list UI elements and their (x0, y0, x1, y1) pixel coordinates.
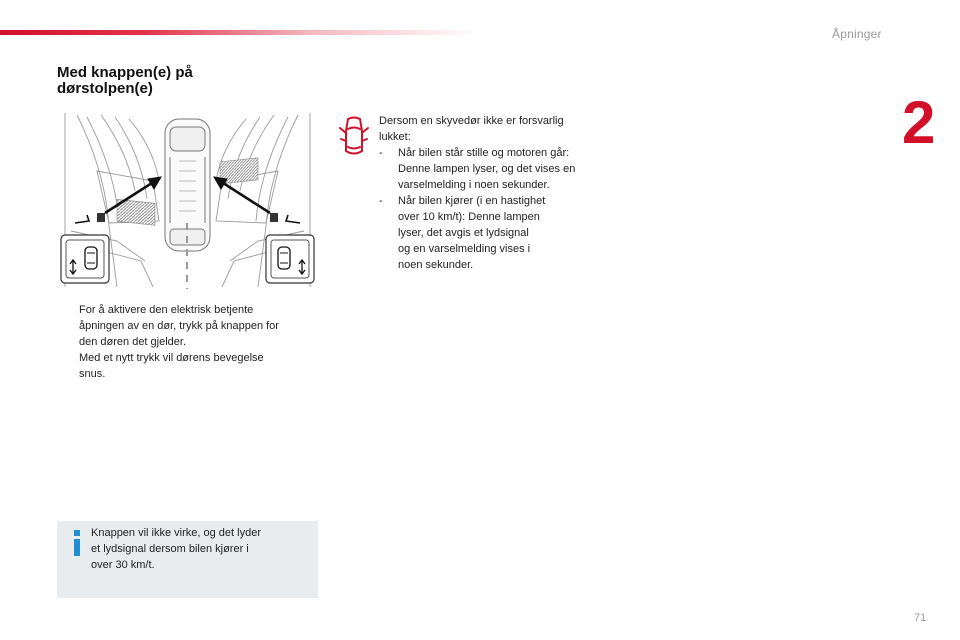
warning-line: over 10 km/t): Denne lampen (398, 211, 540, 223)
dash-marker: - (379, 147, 383, 159)
warning-intro-line: Dersom en skyvedør ikke er forsvarlig (379, 115, 564, 127)
warning-line: varselmelding i noen sekunder. (398, 179, 550, 191)
section-heading (57, 65, 307, 97)
open-door-warning-lamp-icon (338, 115, 370, 159)
info-text (91, 525, 261, 573)
chapter-number: 2 (902, 89, 936, 156)
instruction-line: For å aktivere den elektrisk betjente (79, 304, 254, 316)
instruction-list (58, 302, 320, 382)
instruction-line: Med et nytt trykk vil dørens bevegelse (79, 352, 264, 364)
instruction-item (58, 302, 320, 350)
instruction-line: den døren det gjelder. (79, 336, 187, 348)
warning-item (379, 193, 619, 273)
info-box (57, 521, 318, 598)
instruction-line: snus. (79, 368, 106, 380)
warning-line: Denne lampen lyser, og det vises en (398, 163, 576, 175)
door-pillar-button-illustration (57, 111, 318, 289)
warning-item (379, 145, 619, 193)
warning-line: lyser, det avgis et lydsignal (398, 227, 529, 239)
dash-marker: - (379, 195, 383, 207)
heading-line: Med knappen(e) på (57, 64, 193, 81)
info-icon (70, 528, 84, 558)
warning-intro-line: lukket: (379, 131, 411, 143)
header-accent-bar (0, 30, 480, 35)
warning-line: Når bilen står stille og motoren går: (398, 147, 570, 159)
instruction-line: åpningen av en dør, trykk på knappen for (79, 320, 279, 332)
heading-line: dørstolpen(e) (57, 80, 153, 97)
warning-line: noen sekunder. (398, 259, 474, 271)
warning-line: og en varselmelding vises i (398, 243, 531, 255)
instruction-item (58, 350, 320, 382)
warning-line: Når bilen kjører (i en hastighet (398, 195, 546, 207)
page-number: 71 (914, 612, 927, 624)
info-line: Knappen vil ikke virke, og det lyder (91, 527, 261, 539)
section-title: Åpninger (832, 27, 882, 41)
info-line: over 30 km/t. (91, 559, 155, 571)
warning-text (379, 113, 619, 273)
info-line: et lydsignal dersom bilen kjører i (91, 543, 249, 555)
